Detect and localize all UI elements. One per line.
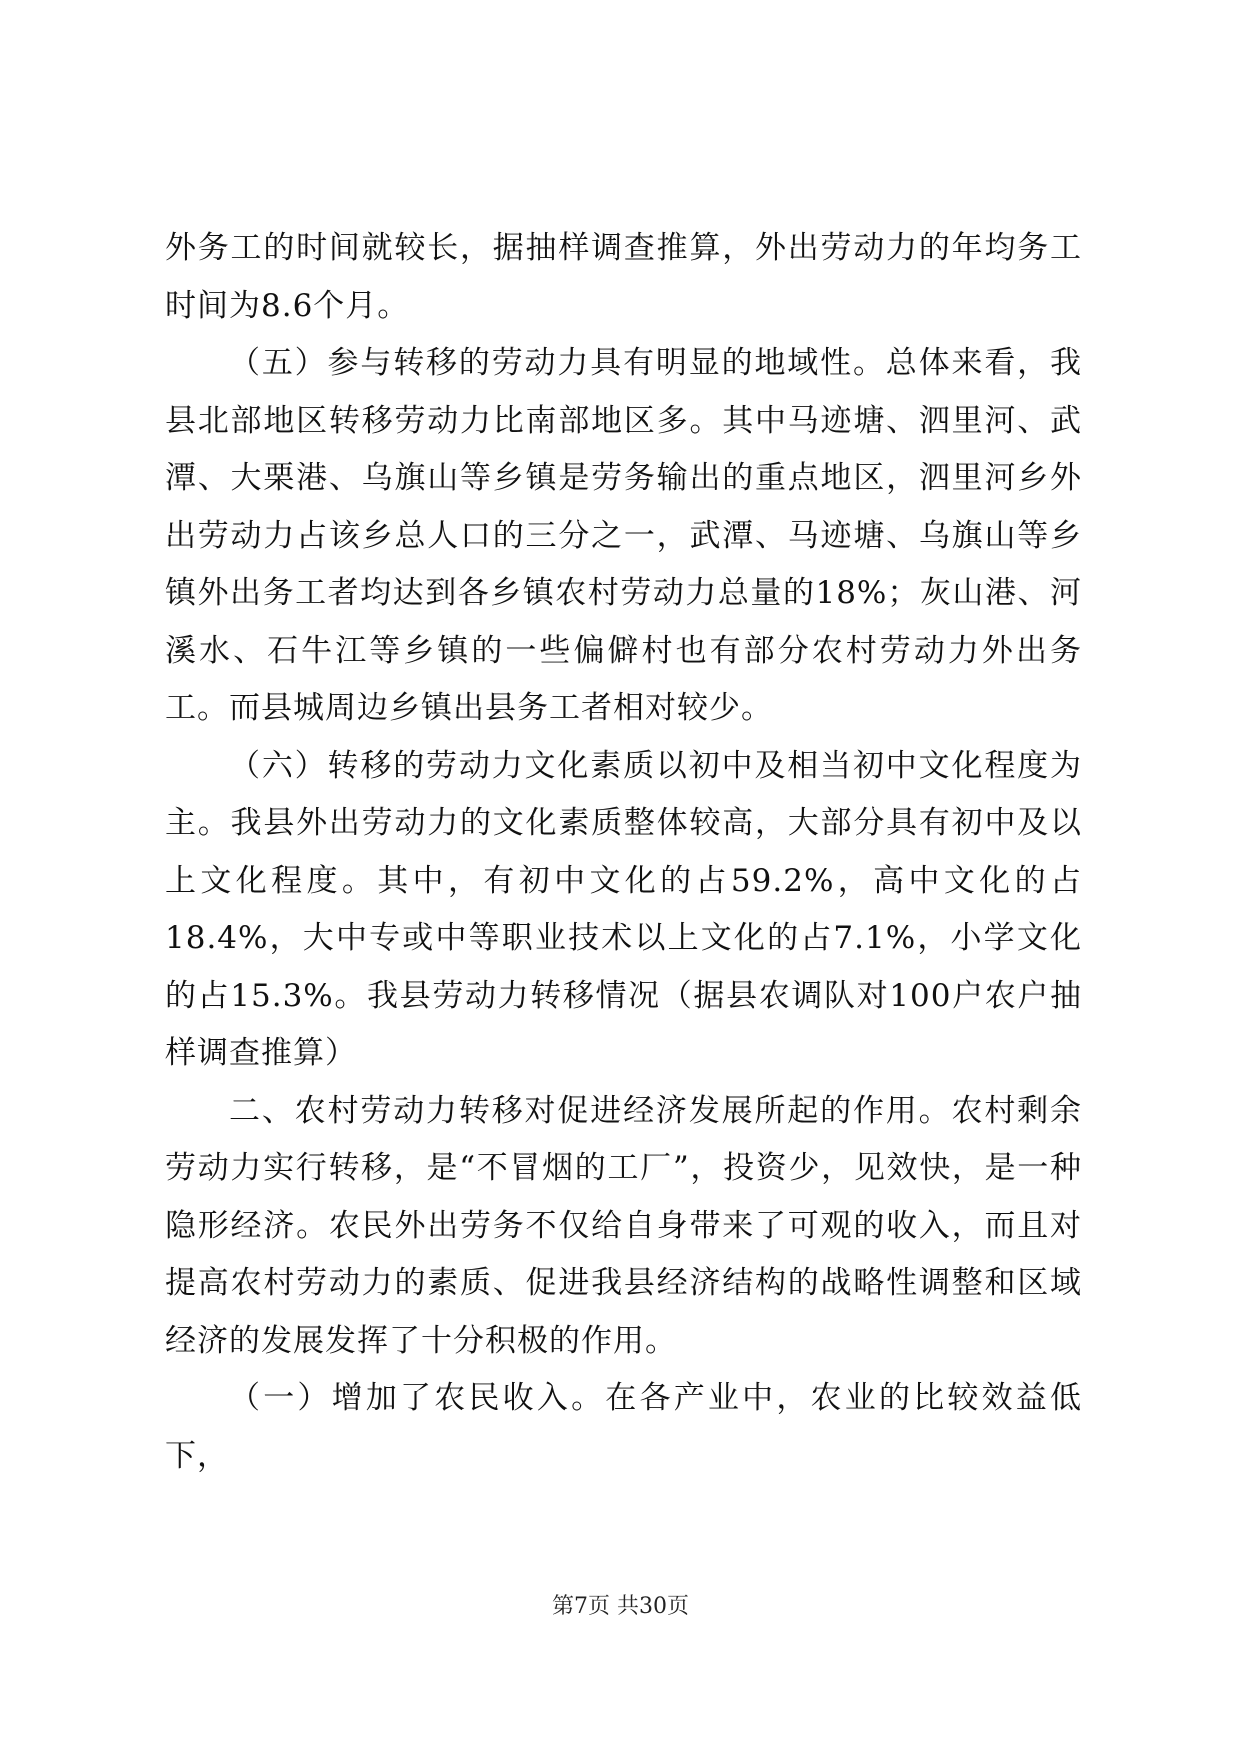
paragraph-education-level: （六）转移的劳动力文化素质以初中及相当初中文化程度为主。我县外出劳动力的文化素质整体较高，大部分具有初中及以上文化程度。其中，有初中文化的占59.2%，高中文化的占18.4%，大中专或中等职业技术以上文化的占7.1%，小学文化的占15.3%。我县劳动力转移情况（据县农调队对100户农户抽样调查推算） (165, 747, 1082, 1071)
page-footer: 第7页 共30页 (552, 1594, 689, 1619)
paragraph-section-two-heading: 二、农村劳动力转移对促进经济发展所起的作用。农村剩余劳动力实行转移，是“不冒烟的工厂”，投资少，见效快，是一种隐形经济。农民外出劳务不仅给自身带来了可观的收入，而且对提高农村劳动力的素质、促进我县经济结构的战略性调整和区域经济的发展发挥了十分积极的作用。 (165, 1092, 1082, 1359)
paragraph-regional-distribution: （五）参与转移的劳动力具有明显的地域性。总体来看，我县北部地区转移劳动力比南部地区多。其中马迹塘、泗里河、武潭、大栗港、乌旗山等乡镇是劳务输出的重点地区，泗里河乡外出劳动力占该乡总人口的三分之一，武潭、马迹塘、乌旗山等乡镇外出务工者均达到各乡镇农村劳动力总量的18%；灰山港、河溪水、石牛江等乡镇的一些偏僻村也有部分农村劳动力外出务工。而县城周边乡镇出县务工者相对较少。 (165, 345, 1082, 726)
paragraph-income-increase: （一）增加了农民收入。在各产业中，农业的比较效益低下， (165, 1380, 1082, 1474)
paragraph-continuation: 外务工的时间就较长，据抽样调查推算，外出劳动力的年均务工时间为8.6个月。 (165, 230, 1082, 324)
document-body (165, 220, 1082, 1485)
